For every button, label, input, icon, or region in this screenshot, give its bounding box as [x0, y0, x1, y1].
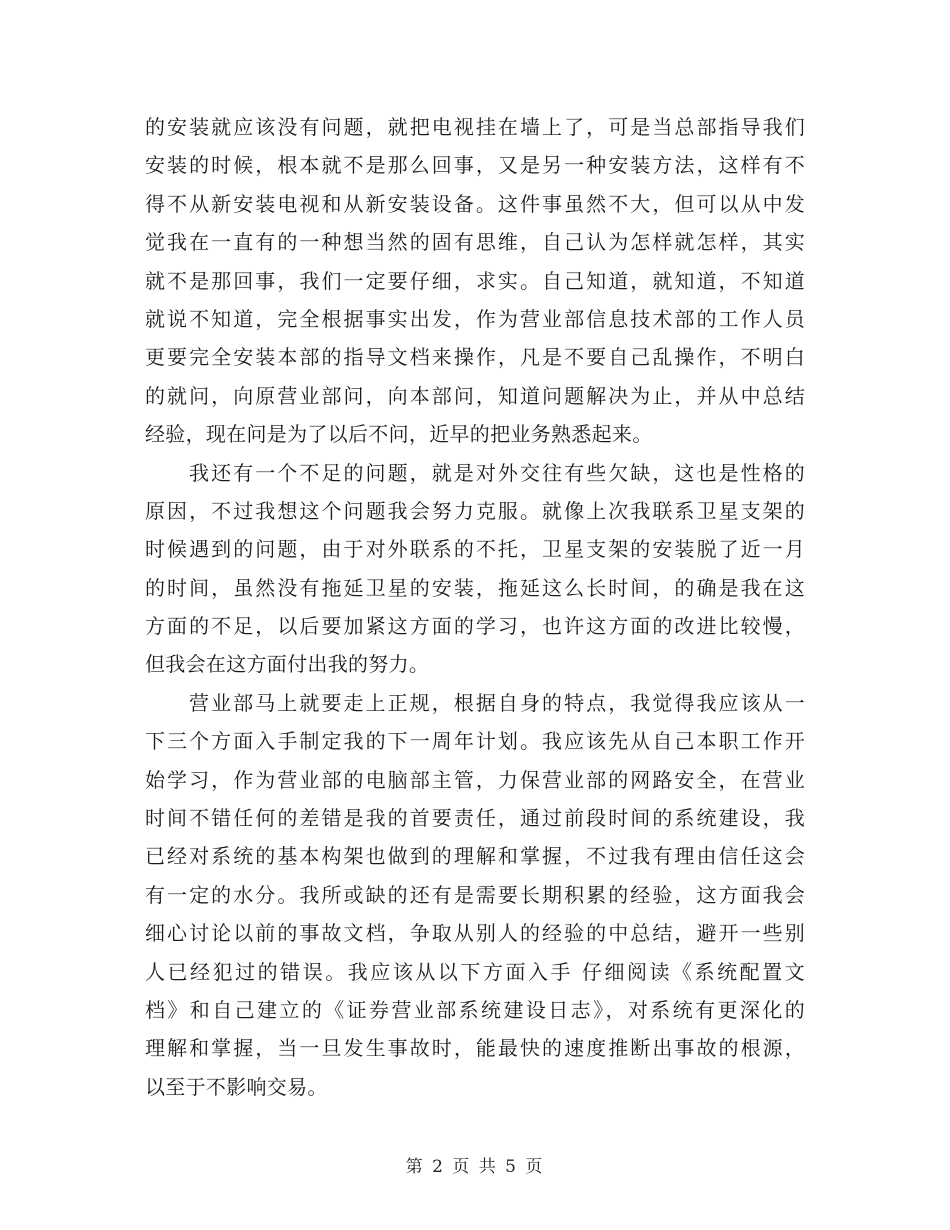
text-line: 的时间，虽然没有拖延卫星的安装，拖延这么长时间，的确是我在这 [145, 575, 805, 600]
text-line: 方面的不足，以后要加紧这方面的学习，也许这方面的改进比较慢， [145, 614, 805, 639]
text-line: 时候遇到的问题，由于对外联系的不托，卫星支架的安装脱了近一月 [145, 537, 805, 562]
text-line: 的就问，向原营业部问，向本部问，知道问题解决为止，并从中总结 [145, 383, 805, 408]
text-line: 原因，不过我想这个问题我会努力克服。就像上次我联系卫星支架的 [145, 498, 805, 523]
text-line: 细心讨论以前的事故文档，争取从别人的经验的中总结，避开一些别 [145, 921, 805, 946]
text-line: 以至于不影响交易。 [145, 1074, 328, 1099]
text-line: 但我会在这方面付出我的努力。 [145, 652, 430, 677]
text-line: 时间不错任何的差错是我的首要责任，通过前段时间的系统建设，我 [145, 806, 805, 831]
paragraph-2 [145, 454, 805, 684]
text-line: 更要完全安装本部的指导文档来操作，凡是不要自己乱操作，不明白 [145, 345, 805, 370]
text-line: 安装的时候，根本就不是那么回事，又是另一种安装方法，这样有不 [145, 153, 805, 178]
text-line: 得不从新安装电视和从新安装设备。这件事虽然不大，但可以从中发 [145, 191, 805, 216]
paragraph-1 [145, 108, 805, 454]
text-line: 经验，现在问是为了以后不问，近早的把业务熟悉起来。 [145, 422, 653, 447]
text-line: 始学习，作为营业部的电脑部主管，力保营业部的网路安全，在营业 [145, 767, 805, 792]
paragraph-3 [145, 684, 805, 1106]
text-line: 档》和自己建立的《证券营业部系统建设日志》，对系统有更深化的 [145, 997, 805, 1022]
text-line: 的安装就应该没有问题，就把电视挂在墙上了，可是当总部指导我们 [145, 115, 805, 139]
text-line: 有一定的水分。我所或缺的还有是需要长期积累的经验，这方面我会 [145, 882, 805, 907]
text-line: 理解和掌握，当一旦发生事故时，能最快的速度推断出事故的根源， [145, 1036, 805, 1061]
text-line: 下三个方面入手制定我的下一周年计划。我应该先从自己本职工作开 [145, 729, 805, 754]
text-line: 人已经犯过的错误。我应该从以下方面入手 仔细阅读《系统配置文 [145, 959, 805, 984]
text-line: 营业部马上就要走上正规，根据自身的特点，我觉得我应该从一 [189, 690, 805, 715]
text-line: 我还有一个不足的问题，就是对外交往有些欠缺，这也是性格的 [189, 460, 805, 485]
page-footer [0, 1152, 950, 1177]
page-indicator: 第 2 页 共 5 页 [405, 1157, 545, 1177]
text-line: 觉我在一直有的一种想当然的固有思维，自己认为怎样就怎样，其实 [145, 230, 805, 255]
text-line: 已经对系统的基本构架也做到的理解和掌握，不过我有理由信任这会 [145, 844, 805, 869]
document-body [145, 108, 805, 1106]
text-line: 就说不知道，完全根据事实出发，作为营业部信息技术部的工作人员 [145, 306, 805, 331]
text-line: 就不是那回事，我们一定要仔细，求实。自己知道，就知道，不知道 [145, 268, 805, 293]
